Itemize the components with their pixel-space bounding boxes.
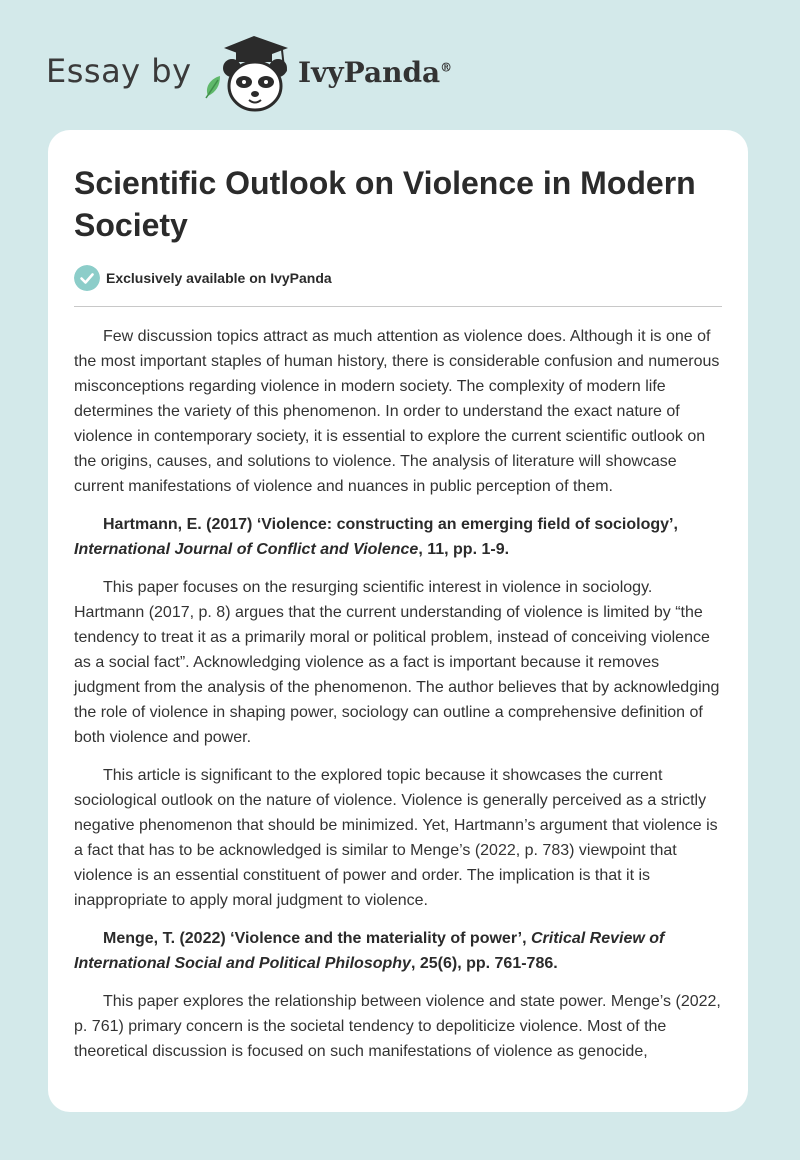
essay-content (74, 162, 722, 1077)
page-title: Scientific Outlook on Violence in Modern Society (74, 165, 696, 243)
check-circle-icon (74, 265, 100, 291)
exclusive-badge (74, 264, 722, 292)
brand-name[interactable]: IvyPanda® (298, 56, 453, 89)
badge-text: Exclusively available on IvyPanda (106, 270, 332, 286)
reference-menge: Menge, T. (2022) ‘Violence and the materiality of power’, Critical Review of International Social and Political Philosophy, 25(6), pp. 761-786. (74, 930, 665, 972)
reference-hartmann: Hartmann, E. (2017) ‘Violence: constructing an emerging field of sociology’, International Journal of Conflict and Violence, 11, pp. 1-9. (74, 516, 678, 558)
essay-body (74, 324, 722, 1064)
site-header (46, 34, 566, 114)
divider (74, 306, 722, 307)
brand-prefix: Essay by (46, 52, 192, 90)
essay-card (48, 130, 748, 1112)
panda-graduate-logo-icon[interactable] (202, 34, 294, 114)
hartmann-summary-paragraph: This paper focuses on the resurging scientific interest in violence in sociology. Hartmann (2017, p. 8) argues that the current understanding of violence is limited by “the tendency to treat it as a primarily moral or political problem, instead of conceiving violence as a social fact”. Acknowledging violence as a fact is important because it removes judgment from the analysis of the phenomenon. The author believes that by acknowledging the role of violence in shaping power, sociology can outline a comprehensive definition of both violence and power. (74, 579, 720, 746)
menge-summary-paragraph: This paper explores the relationship between violence and state power. Menge’s (2022, p. 761) primary concern is the societal tendency to depoliticize violence. Most of the theoretical discussion is focused on such manifestations of violence as genocide, (74, 993, 721, 1060)
registered-mark: ® (440, 60, 453, 75)
hartmann-significance-paragraph: This article is significant to the explored topic because it showcases the current sociological outlook on the nature of violence. Violence is generally perceived as a strictly negative phenomenon that should be minimized. Yet, Hartmann’s argument that violence is a fact that has to be acknowledged is similar to Menge’s (2022, p. 783) viewpoint that violence is an essential constituent of power and order. The implication is that it is inappropriate to apply moral judgment to violence. (74, 767, 718, 909)
intro-paragraph: Few discussion topics attract as much attention as violence does. Although it is one of the most important staples of human history, there is considerable confusion and numerous misconceptions regarding violence in modern society. The complexity of modern life determines the variety of this phenomenon. In order to understand the exact nature of violence in contemporary society, it is essential to explore the current scientific outlook on the origins, causes, and solutions to violence. The analysis of literature will showcase current manifestations of violence and nuances in public perception of them. (74, 328, 720, 495)
